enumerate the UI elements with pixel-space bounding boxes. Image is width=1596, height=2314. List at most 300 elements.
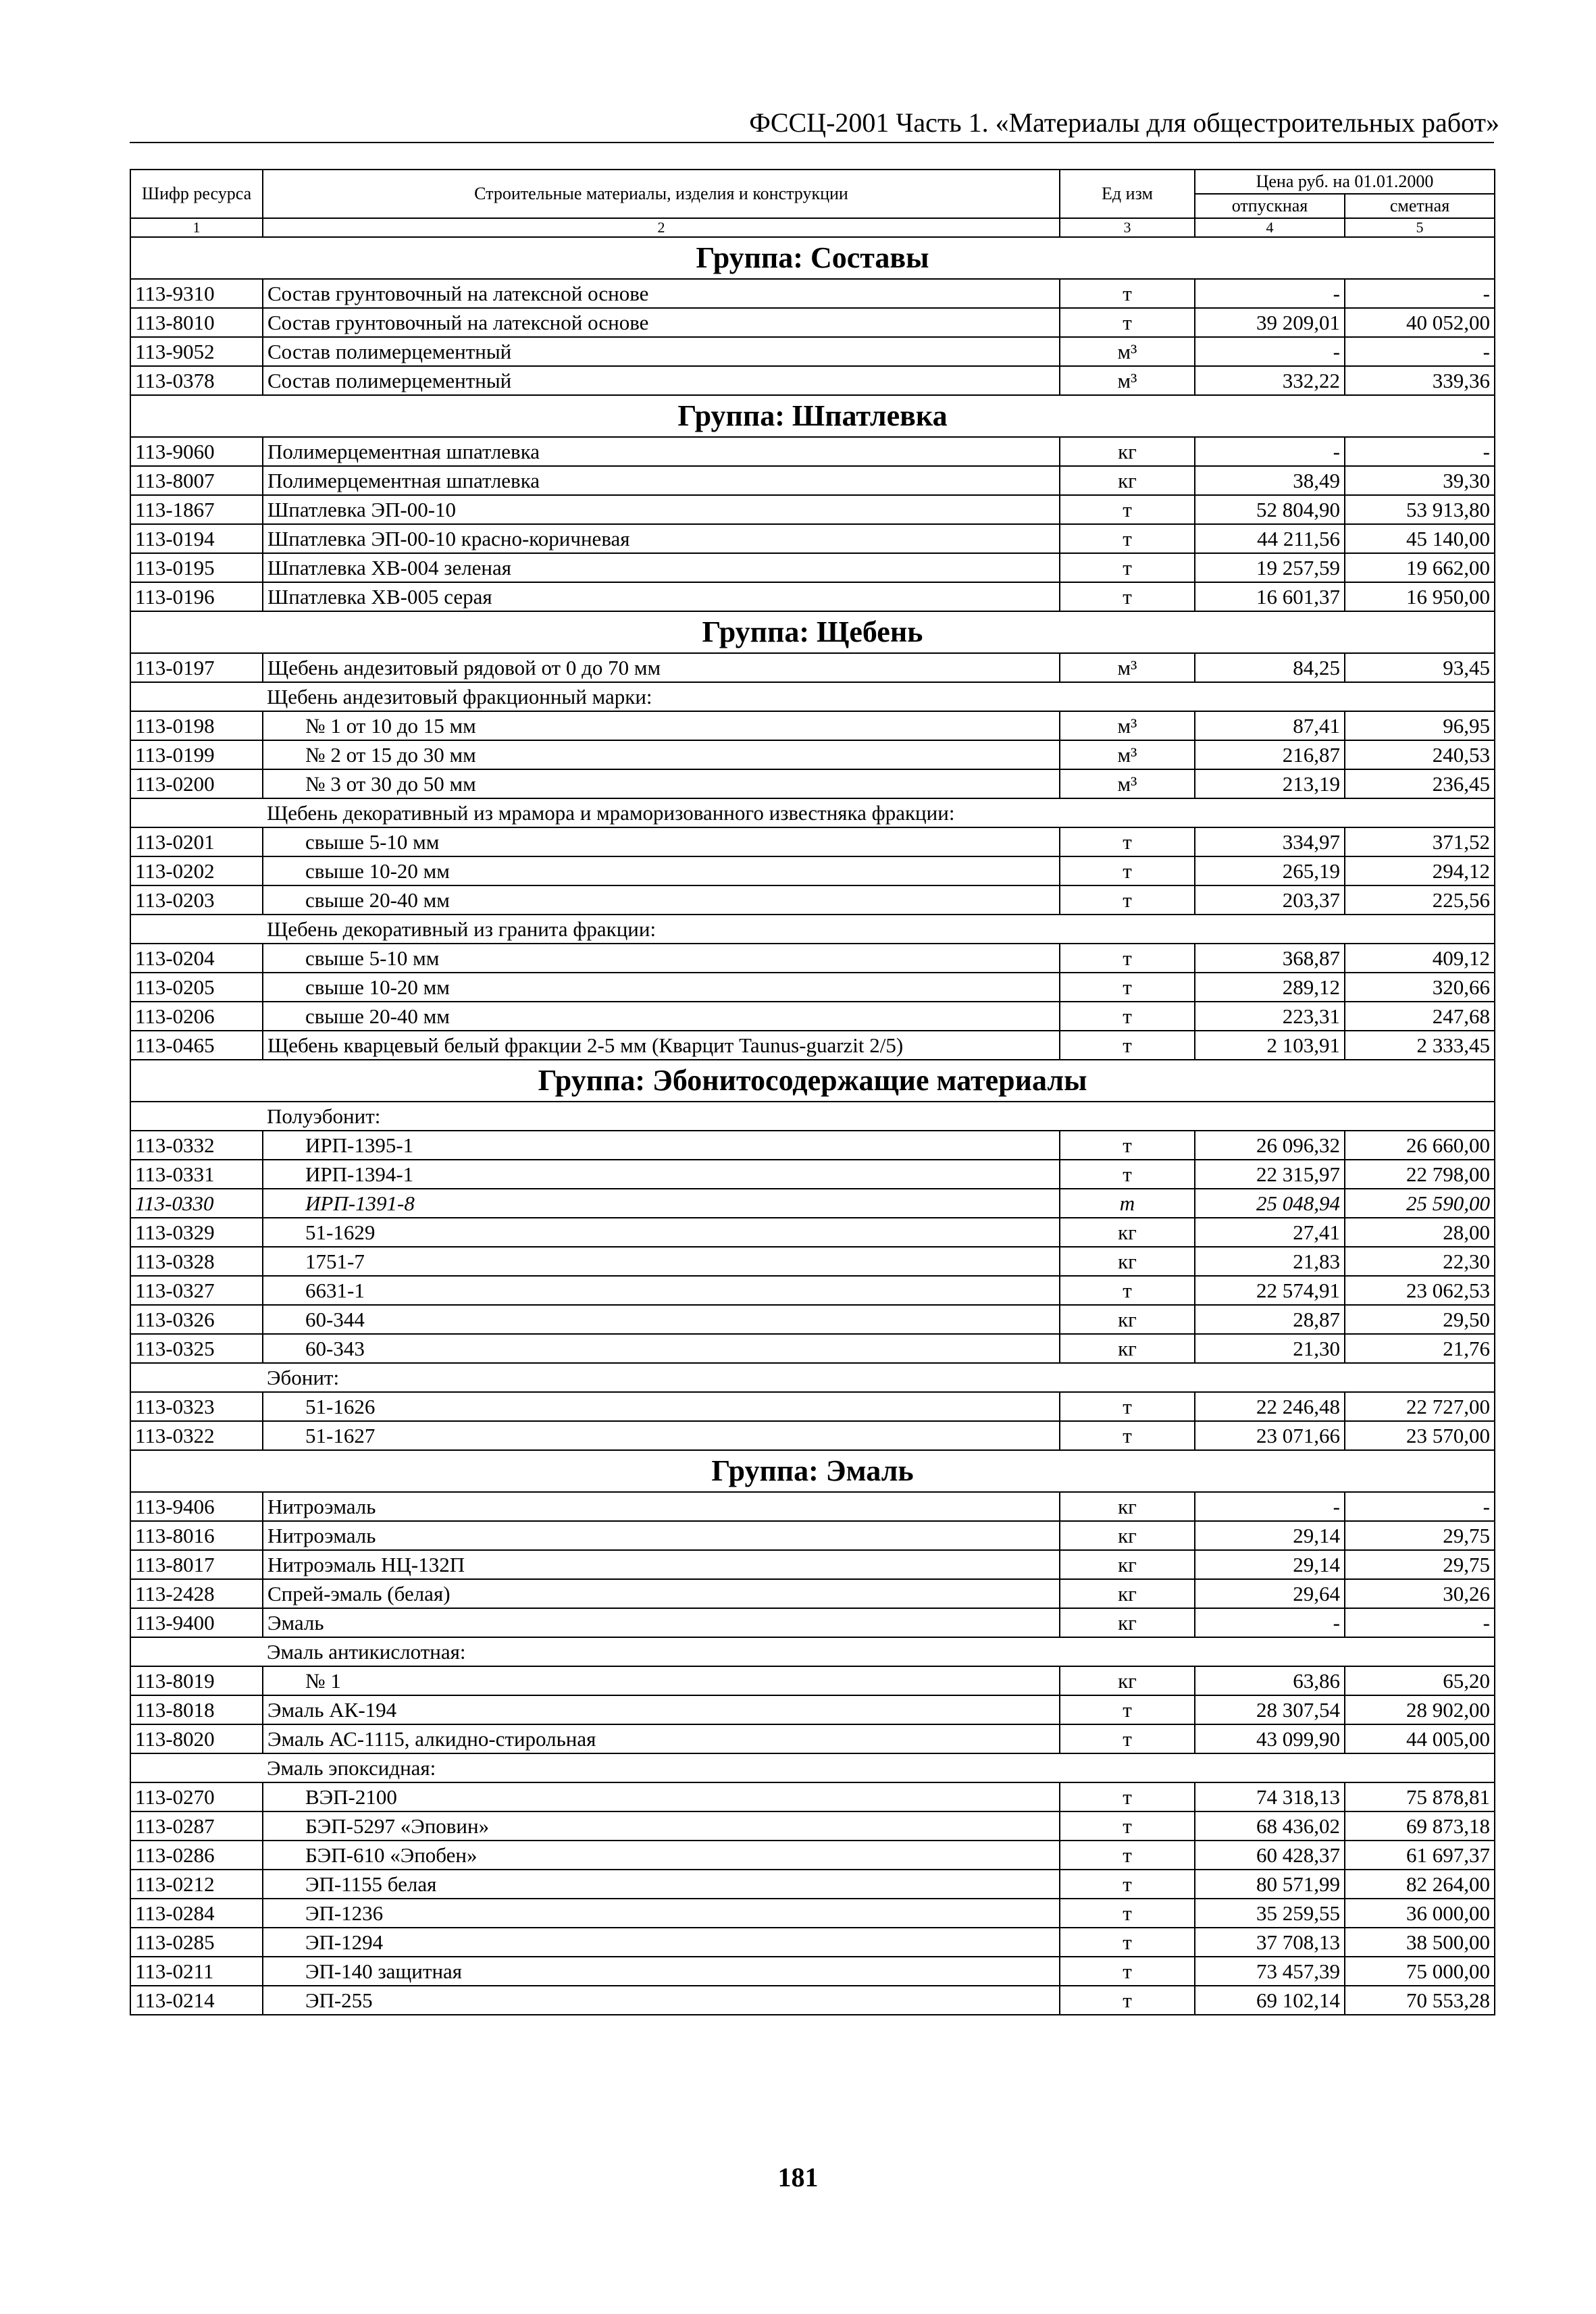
unit-cell: т [1060,495,1195,524]
material-name-cell: БЭП-5297 «Эповин» [263,1811,1060,1841]
estimate-price-cell: 82 264,00 [1345,1870,1495,1899]
estimate-price-cell: 61 697,37 [1345,1841,1495,1870]
unit-cell: кг [1060,1608,1195,1637]
table-row [130,885,1495,915]
unit-cell: т [1060,827,1195,856]
release-price-cell: 38,49 [1195,466,1345,495]
resource-code-cell: 113-9406 [130,1492,263,1521]
subheading-text: Эмаль эпоксидная: [263,1753,1345,1782]
estimate-price-cell: 21,76 [1345,1334,1495,1363]
resource-code-cell: 113-0327 [130,1276,263,1305]
table-row [130,1392,1495,1421]
unit-cell: т [1060,1928,1195,1957]
unit-cell: кг [1060,1550,1195,1579]
subheading-empty-cell [1345,1637,1495,1666]
material-name-cell: ИРП-1394-1 [263,1160,1060,1189]
estimate-price-cell: 236,45 [1345,769,1495,798]
material-name-cell: Полимерцементная шпатлевка [263,437,1060,466]
estimate-price-cell: 23 062,53 [1345,1276,1495,1305]
estimate-price-cell: 29,50 [1345,1305,1495,1334]
estimate-price-cell: 28,00 [1345,1218,1495,1247]
release-price-cell: 37 708,13 [1195,1928,1345,1957]
unit-cell: т [1060,856,1195,885]
release-price-cell: 68 436,02 [1195,1811,1345,1841]
material-name-cell: Нитроэмаль НЦ-132П [263,1550,1060,1579]
release-price-cell: 80 571,99 [1195,1870,1345,1899]
subheading-code-cell [130,915,263,944]
resource-code-cell: 113-1867 [130,495,263,524]
estimate-price-cell: 240,53 [1345,740,1495,769]
estimate-price-cell: 371,52 [1345,827,1495,856]
unit-cell: т [1060,1870,1195,1899]
estimate-price-cell: 69 873,18 [1345,1811,1495,1841]
material-name-cell: свыше 5-10 мм [263,827,1060,856]
unit-cell: м³ [1060,769,1195,798]
unit-cell: т [1060,1421,1195,1450]
release-price-cell: 223,31 [1195,1002,1345,1031]
material-name-cell: Эмаль [263,1608,1060,1637]
material-name-cell: 51-1626 [263,1392,1060,1421]
col-header-name: Строительные материалы, изделия и конструкции [263,170,1060,218]
release-price-cell: 84,25 [1195,653,1345,682]
resource-code-cell: 113-0199 [130,740,263,769]
resource-code-cell: 113-0214 [130,1986,263,2015]
estimate-price-cell: 2 333,45 [1345,1031,1495,1060]
price-table [130,169,1495,2015]
table-row [130,308,1495,337]
resource-code-cell: 113-0325 [130,1334,263,1363]
release-price-cell: 29,14 [1195,1521,1345,1550]
estimate-price-cell: 93,45 [1345,653,1495,682]
table-row [130,1305,1495,1334]
col-header-release: отпускная [1195,194,1345,218]
subheading-text: Щебень андезитовый фракционный марки: [263,682,1345,711]
estimate-price-cell: 29,75 [1345,1521,1495,1550]
release-price-cell: 69 102,14 [1195,1986,1345,2015]
table-row [130,582,1495,611]
table-row [130,495,1495,524]
material-name-cell: Эмаль АС-1115, алкидно-стирольная [263,1724,1060,1753]
table-row [130,1841,1495,1870]
unit-cell: т [1060,944,1195,973]
table-row [130,1782,1495,1811]
group-title: Группа: Шпатлевка [130,395,1495,437]
unit-cell: т [1060,885,1195,915]
table-row [130,1189,1495,1218]
subheading-row [130,1102,1495,1131]
subheading-code-cell [130,798,263,827]
material-name-cell: Спрей-эмаль (белая) [263,1579,1060,1608]
estimate-price-cell: 22 727,00 [1345,1392,1495,1421]
release-price-cell: - [1195,437,1345,466]
estimate-price-cell: 26 660,00 [1345,1131,1495,1160]
release-price-cell: 203,37 [1195,885,1345,915]
table-row [130,740,1495,769]
estimate-price-cell: 53 913,80 [1345,495,1495,524]
release-price-cell: 22 315,97 [1195,1160,1345,1189]
table-row [130,1421,1495,1450]
estimate-price-cell: 28 902,00 [1345,1695,1495,1724]
resource-code-cell: 113-0322 [130,1421,263,1450]
unit-cell: т [1060,279,1195,308]
material-name-cell: свыше 20-40 мм [263,885,1060,915]
resource-code-cell: 113-8010 [130,308,263,337]
table-row [130,1811,1495,1841]
unit-cell: т [1060,1392,1195,1421]
resource-code-cell: 113-8017 [130,1550,263,1579]
release-price-cell: 213,19 [1195,769,1345,798]
estimate-price-cell: 75 000,00 [1345,1957,1495,1986]
group-title: Группа: Эбонитосодержащие материалы [130,1060,1495,1102]
material-name-cell: № 1 [263,1666,1060,1695]
page-number: 181 [777,2162,819,2192]
table-row [130,1724,1495,1753]
unit-cell: кг [1060,1492,1195,1521]
material-name-cell: № 1 от 10 до 15 мм [263,711,1060,740]
unit-cell: т [1060,582,1195,611]
material-name-cell: ИРП-1391-8 [263,1189,1060,1218]
subheading-text: Полуэбонит: [263,1102,1345,1131]
estimate-price-cell: 65,20 [1345,1666,1495,1695]
unit-cell: м³ [1060,711,1195,740]
release-price-cell: - [1195,1492,1345,1521]
release-price-cell: 22 246,48 [1195,1392,1345,1421]
group-title: Группа: Составы [130,237,1495,279]
resource-code-cell: 113-8019 [130,1666,263,1695]
unit-cell: т [1060,1131,1195,1160]
unit-cell: т [1060,1724,1195,1753]
release-price-cell: 289,12 [1195,973,1345,1002]
material-name-cell: свыше 20-40 мм [263,1002,1060,1031]
material-name-cell: Нитроэмаль [263,1492,1060,1521]
group-header-row [130,237,1495,279]
unit-cell: т [1060,1189,1195,1218]
estimate-price-cell: 29,75 [1345,1550,1495,1579]
resource-code-cell: 113-8007 [130,466,263,495]
table-row [130,1521,1495,1550]
resource-code-cell: 113-0284 [130,1899,263,1928]
table-body [130,237,1495,2015]
unit-cell: т [1060,1841,1195,1870]
unit-cell: т [1060,973,1195,1002]
unit-cell: т [1060,1031,1195,1060]
unit-cell: кг [1060,1521,1195,1550]
material-name-cell: БЭП-610 «Эпобен» [263,1841,1060,1870]
table-row [130,553,1495,582]
subheading-row [130,682,1495,711]
release-price-cell: 29,64 [1195,1579,1345,1608]
release-price-cell: 29,14 [1195,1550,1345,1579]
subheading-code-cell [130,682,263,711]
unit-cell: т [1060,1899,1195,1928]
subheading-code-cell [130,1637,263,1666]
subheading-empty-cell [1345,1102,1495,1131]
release-price-cell: 334,97 [1195,827,1345,856]
release-price-cell: 265,19 [1195,856,1345,885]
group-header-row [130,395,1495,437]
table-row [130,337,1495,366]
resource-code-cell: 113-0196 [130,582,263,611]
estimate-price-cell: 45 140,00 [1345,524,1495,553]
unit-cell: т [1060,1986,1195,2015]
material-name-cell: ВЭП-2100 [263,1782,1060,1811]
col-number-1: 1 [130,218,263,237]
estimate-price-cell: 22 798,00 [1345,1160,1495,1189]
resource-code-cell: 113-0205 [130,973,263,1002]
resource-code-cell: 113-8018 [130,1695,263,1724]
resource-code-cell: 113-0195 [130,553,263,582]
table-row [130,366,1495,395]
estimate-price-cell: 247,68 [1345,1002,1495,1031]
unit-cell: кг [1060,1579,1195,1608]
release-price-cell: 60 428,37 [1195,1841,1345,1870]
resource-code-cell: 113-0270 [130,1782,263,1811]
material-name-cell: Шпатлевка ЭП-00-10 красно-коричневая [263,524,1060,553]
resource-code-cell: 113-0201 [130,827,263,856]
material-name-cell: 60-343 [263,1334,1060,1363]
table-row [130,973,1495,1002]
table-row [130,856,1495,885]
material-name-cell: свыше 5-10 мм [263,944,1060,973]
table-row [130,1550,1495,1579]
col-header-price: Цена руб. на 01.01.2000 [1195,170,1495,194]
resource-code-cell: 113-0203 [130,885,263,915]
release-price-cell: 39 209,01 [1195,308,1345,337]
unit-cell: кг [1060,1247,1195,1276]
subheading-code-cell [130,1753,263,1782]
unit-cell: т [1060,1002,1195,1031]
estimate-price-cell: 19 662,00 [1345,553,1495,582]
col-number-3: 3 [1060,218,1195,237]
group-title: Группа: Щебень [130,611,1495,653]
material-name-cell: Щебень кварцевый белый фракции 2-5 мм (Кварцит Taunus-guarzit 2/5) [263,1031,1060,1060]
table-row [130,1002,1495,1031]
subheading-row [130,1637,1495,1666]
subheading-text: Щебень декоративный из мрамора и мраморизованного известняка фракции: [263,798,1345,827]
table-row [130,711,1495,740]
release-price-cell: 28,87 [1195,1305,1345,1334]
release-price-cell: - [1195,1608,1345,1637]
material-name-cell: Нитроэмаль [263,1521,1060,1550]
resource-code-cell: 113-0202 [130,856,263,885]
resource-code-cell: 113-0287 [130,1811,263,1841]
release-price-cell: - [1195,337,1345,366]
material-name-cell: свыше 10-20 мм [263,856,1060,885]
subheading-text: Эмаль антикислотная: [263,1637,1345,1666]
estimate-price-cell: 320,66 [1345,973,1495,1002]
table-row [130,944,1495,973]
estimate-price-cell: 70 553,28 [1345,1986,1495,2015]
subheading-code-cell [130,1102,263,1131]
subheading-row [130,1363,1495,1392]
table-row [130,1160,1495,1189]
unit-cell: т [1060,1160,1195,1189]
estimate-price-cell: 294,12 [1345,856,1495,885]
resource-code-cell: 113-0378 [130,366,263,395]
estimate-price-cell: - [1345,437,1495,466]
resource-code-cell: 113-8020 [130,1724,263,1753]
release-price-cell: 21,83 [1195,1247,1345,1276]
release-price-cell: 2 103,91 [1195,1031,1345,1060]
table-row [130,1957,1495,1986]
unit-cell: т [1060,1957,1195,1986]
release-price-cell: 63,86 [1195,1666,1345,1695]
subheading-text: Эбонит: [263,1363,1345,1392]
subheading-empty-cell [1345,1753,1495,1782]
material-name-cell: 60-344 [263,1305,1060,1334]
resource-code-cell: 113-0200 [130,769,263,798]
resource-code-cell: 113-9052 [130,337,263,366]
group-header-row [130,1450,1495,1492]
unit-cell: м³ [1060,740,1195,769]
material-name-cell: Состав полимерцементный [263,366,1060,395]
table-row [130,1608,1495,1637]
release-price-cell: 74 318,13 [1195,1782,1345,1811]
table-row [130,1695,1495,1724]
unit-cell: м³ [1060,337,1195,366]
unit-cell: м³ [1060,653,1195,682]
unit-cell: т [1060,553,1195,582]
material-name-cell: ЭП-140 защитная [263,1957,1060,1986]
release-price-cell: 16 601,37 [1195,582,1345,611]
estimate-price-cell: - [1345,1608,1495,1637]
table-row [130,279,1495,308]
resource-code-cell: 113-0194 [130,524,263,553]
material-name-cell: 51-1629 [263,1218,1060,1247]
material-name-cell: Эмаль АК-194 [263,1695,1060,1724]
resource-code-cell: 113-8016 [130,1521,263,1550]
unit-cell: т [1060,1695,1195,1724]
resource-code-cell: 113-0197 [130,653,263,682]
material-name-cell: Состав грунтовочный на латексной основе [263,308,1060,337]
subheading-empty-cell [1345,1363,1495,1392]
release-price-cell: 25 048,94 [1195,1189,1345,1218]
resource-code-cell: 113-9060 [130,437,263,466]
release-price-cell: 87,41 [1195,711,1345,740]
resource-code-cell: 113-0326 [130,1305,263,1334]
subheading-code-cell [130,1363,263,1392]
release-price-cell: 22 574,91 [1195,1276,1345,1305]
material-name-cell: ЭП-255 [263,1986,1060,2015]
release-price-cell: 332,22 [1195,366,1345,395]
estimate-price-cell: - [1345,1492,1495,1521]
table-row [130,1218,1495,1247]
release-price-cell: 73 457,39 [1195,1957,1345,1986]
estimate-price-cell: 40 052,00 [1345,308,1495,337]
table-row [130,1492,1495,1521]
unit-cell: кг [1060,437,1195,466]
estimate-price-cell: 36 000,00 [1345,1899,1495,1928]
estimate-price-cell: - [1345,337,1495,366]
unit-cell: т [1060,1276,1195,1305]
resource-code-cell: 113-0206 [130,1002,263,1031]
resource-code-cell: 113-0465 [130,1031,263,1060]
table-row [130,769,1495,798]
table-row [130,524,1495,553]
subheading-row [130,798,1495,827]
unit-cell: т [1060,1811,1195,1841]
material-name-cell: ЭП-1294 [263,1928,1060,1957]
table-row [130,1666,1495,1695]
material-name-cell: Состав грунтовочный на латексной основе [263,279,1060,308]
group-title: Группа: Эмаль [130,1450,1495,1492]
col-number-5: 5 [1345,218,1495,237]
resource-code-cell: 113-0331 [130,1160,263,1189]
release-price-cell: 52 804,90 [1195,495,1345,524]
release-price-cell: - [1195,279,1345,308]
table-row [130,1031,1495,1060]
table-row [130,1579,1495,1608]
table-row [130,827,1495,856]
estimate-price-cell: 409,12 [1345,944,1495,973]
unit-cell: м³ [1060,366,1195,395]
resource-code-cell: 113-0330 [130,1189,263,1218]
resource-code-cell: 113-0329 [130,1218,263,1247]
material-name-cell: Шпатлевка ХВ-005 серая [263,582,1060,611]
estimate-price-cell: 16 950,00 [1345,582,1495,611]
table-row [130,437,1495,466]
resource-code-cell: 113-9400 [130,1608,263,1637]
unit-cell: кг [1060,1305,1195,1334]
release-price-cell: 21,30 [1195,1334,1345,1363]
release-price-cell: 35 259,55 [1195,1899,1345,1928]
estimate-price-cell: 225,56 [1345,885,1495,915]
material-name-cell: № 3 от 30 до 50 мм [263,769,1060,798]
table-row [130,1334,1495,1363]
subheading-empty-cell [1345,798,1495,827]
resource-code-cell: 113-9310 [130,279,263,308]
table-row [130,1247,1495,1276]
table-row [130,1131,1495,1160]
material-name-cell: 51-1627 [263,1421,1060,1450]
unit-cell: кг [1060,1666,1195,1695]
estimate-price-cell: - [1345,279,1495,308]
subheading-text: Щебень декоративный из гранита фракции: [263,915,1345,944]
table-row [130,1276,1495,1305]
subheading-row [130,915,1495,944]
release-price-cell: 26 096,32 [1195,1131,1345,1160]
estimate-price-cell: 44 005,00 [1345,1724,1495,1753]
unit-cell: т [1060,308,1195,337]
resource-code-cell: 113-0328 [130,1247,263,1276]
unit-cell: кг [1060,1334,1195,1363]
col-number-4: 4 [1195,218,1345,237]
resource-code-cell: 113-0211 [130,1957,263,1986]
estimate-price-cell: 39,30 [1345,466,1495,495]
material-name-cell: свыше 10-20 мм [263,973,1060,1002]
table-row [130,653,1495,682]
release-price-cell: 28 307,54 [1195,1695,1345,1724]
material-name-cell: ЭП-1236 [263,1899,1060,1928]
resource-code-cell: 113-0198 [130,711,263,740]
page-header-title: ФССЦ-2001 Часть 1. «Материалы для общестроительных работ» [749,107,1499,138]
resource-code-cell: 113-0332 [130,1131,263,1160]
table-row [130,1928,1495,1957]
table-row [130,1986,1495,2015]
estimate-price-cell: 23 570,00 [1345,1421,1495,1450]
estimate-price-cell: 25 590,00 [1345,1189,1495,1218]
col-number-2: 2 [263,218,1060,237]
subheading-empty-cell [1345,915,1495,944]
estimate-price-cell: 96,95 [1345,711,1495,740]
material-name-cell: Щебень андезитовый рядовой от 0 до 70 мм [263,653,1060,682]
estimate-price-cell: 22,30 [1345,1247,1495,1276]
release-price-cell: 368,87 [1195,944,1345,973]
unit-cell: кг [1060,1218,1195,1247]
subheading-empty-cell [1345,682,1495,711]
estimate-price-cell: 339,36 [1345,366,1495,395]
table-row [130,1870,1495,1899]
